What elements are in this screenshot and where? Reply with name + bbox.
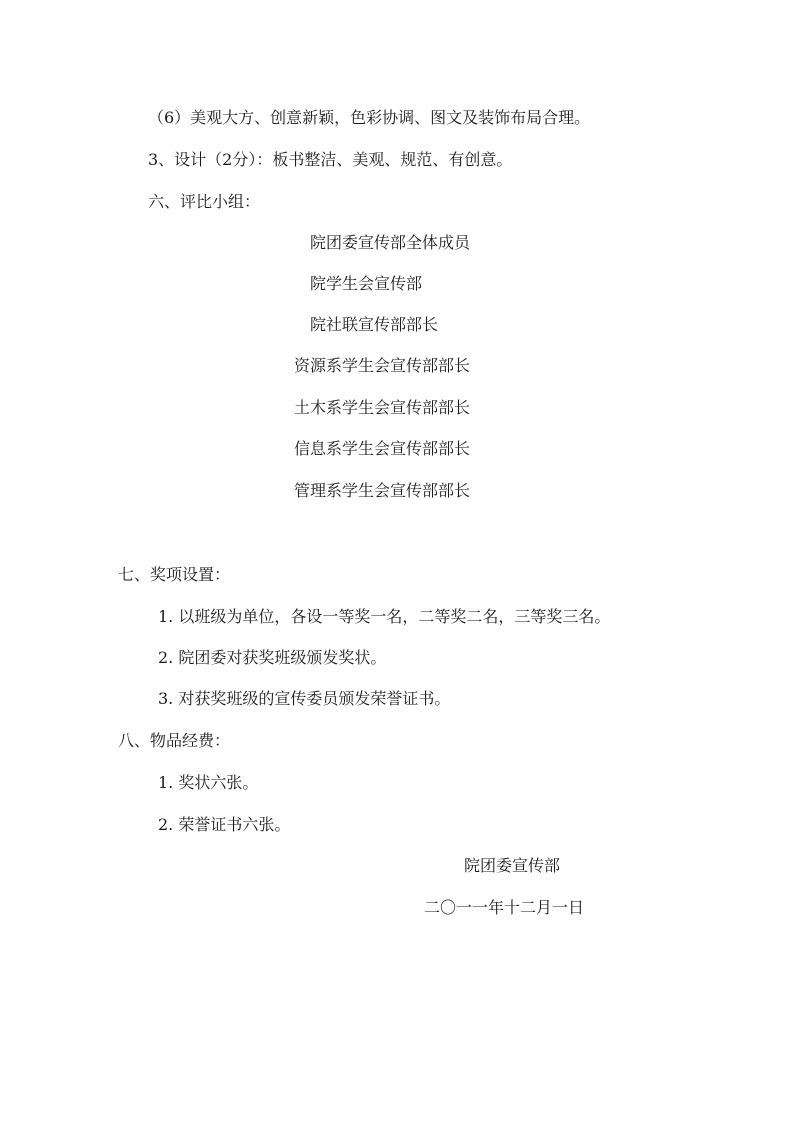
judge-member: 土木系学生会宣传部部长 [294,398,471,417]
judge-member: 院团委宣传部全体成员 [310,233,471,252]
judge-member: 院学生会宣传部 [310,274,423,293]
section-6-heading: 六、评比小组： [148,192,261,211]
award-item: 3. 对获奖班级的宣传委员颁发荣誉证书。 [158,689,451,708]
section-7-heading: 七、奖项设置： [118,565,231,584]
judge-member: 管理系学生会宣传部部长 [294,481,471,500]
signature-date: 二〇一一年十二月一日 [424,898,585,917]
judge-member: 资源系学生会宣传部部长 [294,356,471,375]
award-item: 2. 院团委对获奖班级颁发奖状。 [158,648,387,667]
criteria-item-6: （6）美观大方、创意新颖，色彩协调、图文及装饰布局合理。 [148,108,591,127]
supply-item: 1. 奖状六张。 [158,773,259,792]
section-8-heading: 八、物品经费： [118,731,231,750]
judge-member: 院社联宣传部部长 [310,315,439,334]
award-item: 1. 以班级为单位，各设一等奖一名，二等奖二名，三等奖三名。 [158,607,611,626]
criteria-design: 3、设计（2分）：板书整洁、美观、规范、有创意。 [148,150,513,169]
supply-item: 2. 荣誉证书六张。 [158,815,291,834]
signature-org: 院团委宣传部 [464,856,561,875]
judge-member: 信息系学生会宣传部部长 [294,439,471,458]
